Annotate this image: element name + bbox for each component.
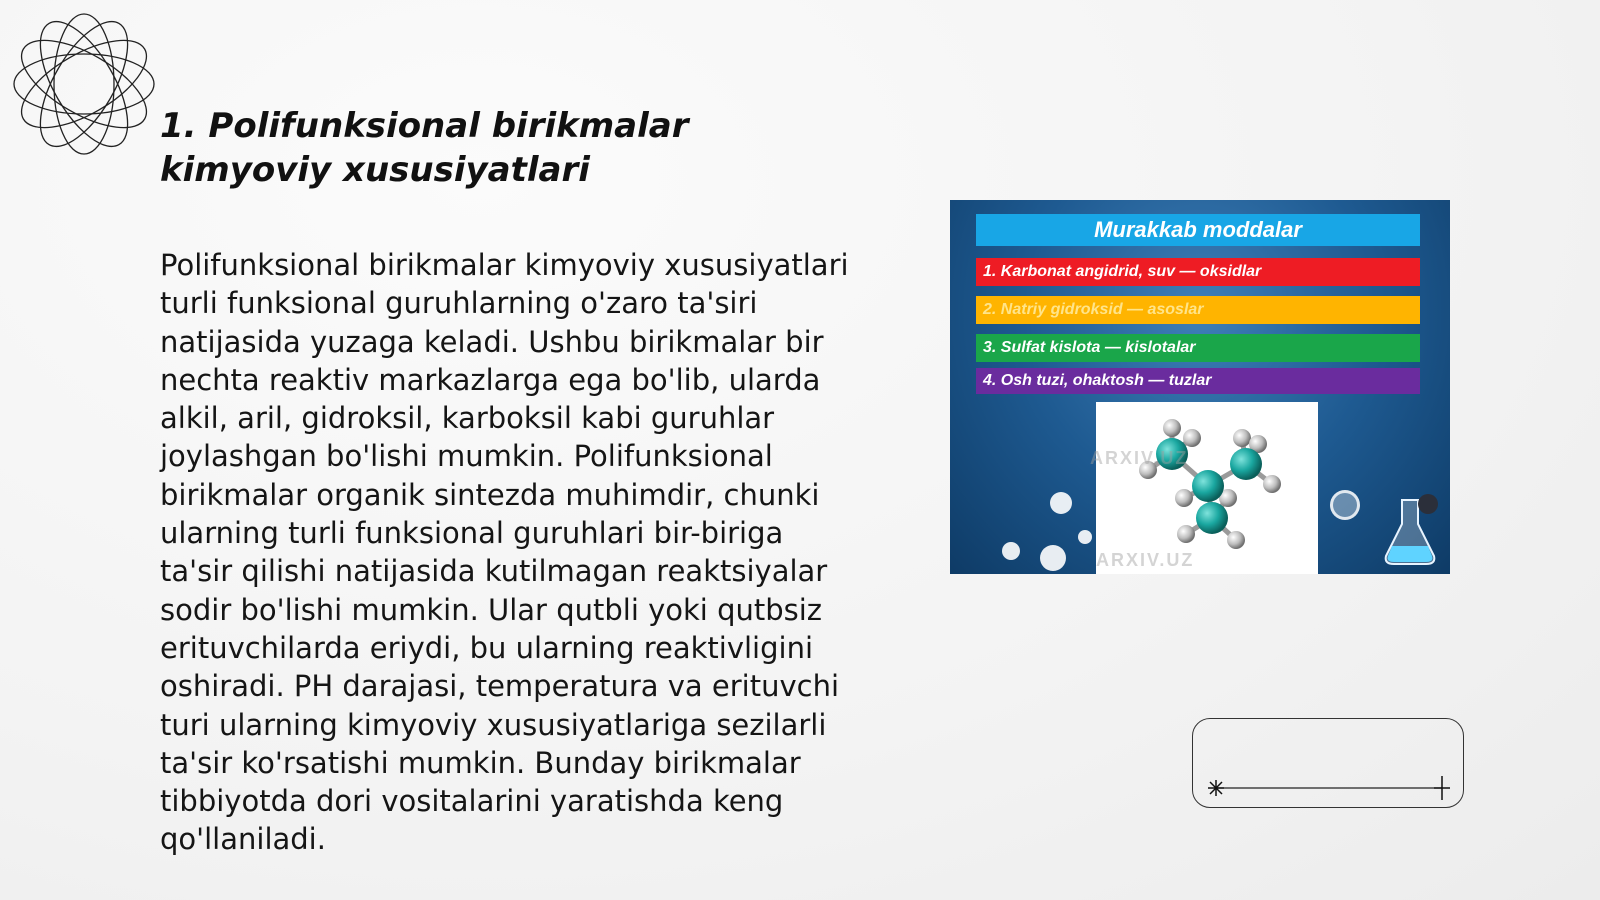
bubble-decoration (1330, 490, 1360, 520)
illustration-item-2: 2. Natriy gidroksid — asoslar (976, 296, 1420, 324)
flask-icon (1380, 490, 1440, 570)
illustration-item-1: 1. Karbonat angidrid, suv — oksidlar (976, 258, 1420, 286)
decorative-line (1192, 718, 1464, 808)
bubble-decoration (1050, 492, 1072, 514)
orbital-logo-icon (8, 8, 160, 160)
watermark: ARXIV.UZ (1090, 448, 1189, 468)
bubble-decoration (1002, 542, 1020, 560)
slide-title: 1. Polifunksional birikmalar kimyoviy xususiyatlari (160, 106, 689, 190)
molecule-icon (1096, 402, 1318, 574)
illustration-heading: Murakkab moddalar (976, 214, 1420, 246)
molecule-image (1096, 402, 1318, 574)
watermark: ARXIV.UZ (1096, 550, 1195, 570)
illustration-item-3: 3. Sulfat kislota — kislotalar (976, 334, 1420, 362)
illustration-item-4: 4. Osh tuzi, ohaktosh — tuzlar (976, 368, 1420, 394)
bubble-decoration (1040, 545, 1066, 571)
bubble-decoration (1078, 530, 1092, 544)
chemistry-illustration (950, 200, 1450, 574)
slide-body-text: Polifunksional birikmalar kimyoviy xususiyatlari turli funksional guruhlarning o'zaro ta'siri natijasida yuzaga keladi. Ushbu birikmalar bir nechta reaktiv markazlarga ega bo'lib, ularda alkil, aril, gidroksil, karboksil kabi guruhlar joylashgan bo'lishi mumkin. Polifunksional birikmalar organik sintezda muhimdir, chunki ularning turli funksional guruhlari bir-biriga ta'sir qilishi natijasida kutilmagan reaktsiyalar sodir bo'lishi mumkin. Ular qutbli yoki qutbsiz erituvchilarda eriydi, bu ularning reaktivligini oshiradi. PH darajasi, temperatura va erituvchi turi ularning kimyoviy xususiyatlariga sezilarli ta'sir ko'rsatishi mumkin. Bunday birikmalar tibbiyotda dori vositalarini yaratishda keng qo'llaniladi. (160, 248, 849, 857)
decorative-frame (1192, 718, 1464, 808)
cross-star-icon (1434, 776, 1450, 800)
sparkle-star-icon (1208, 780, 1224, 796)
